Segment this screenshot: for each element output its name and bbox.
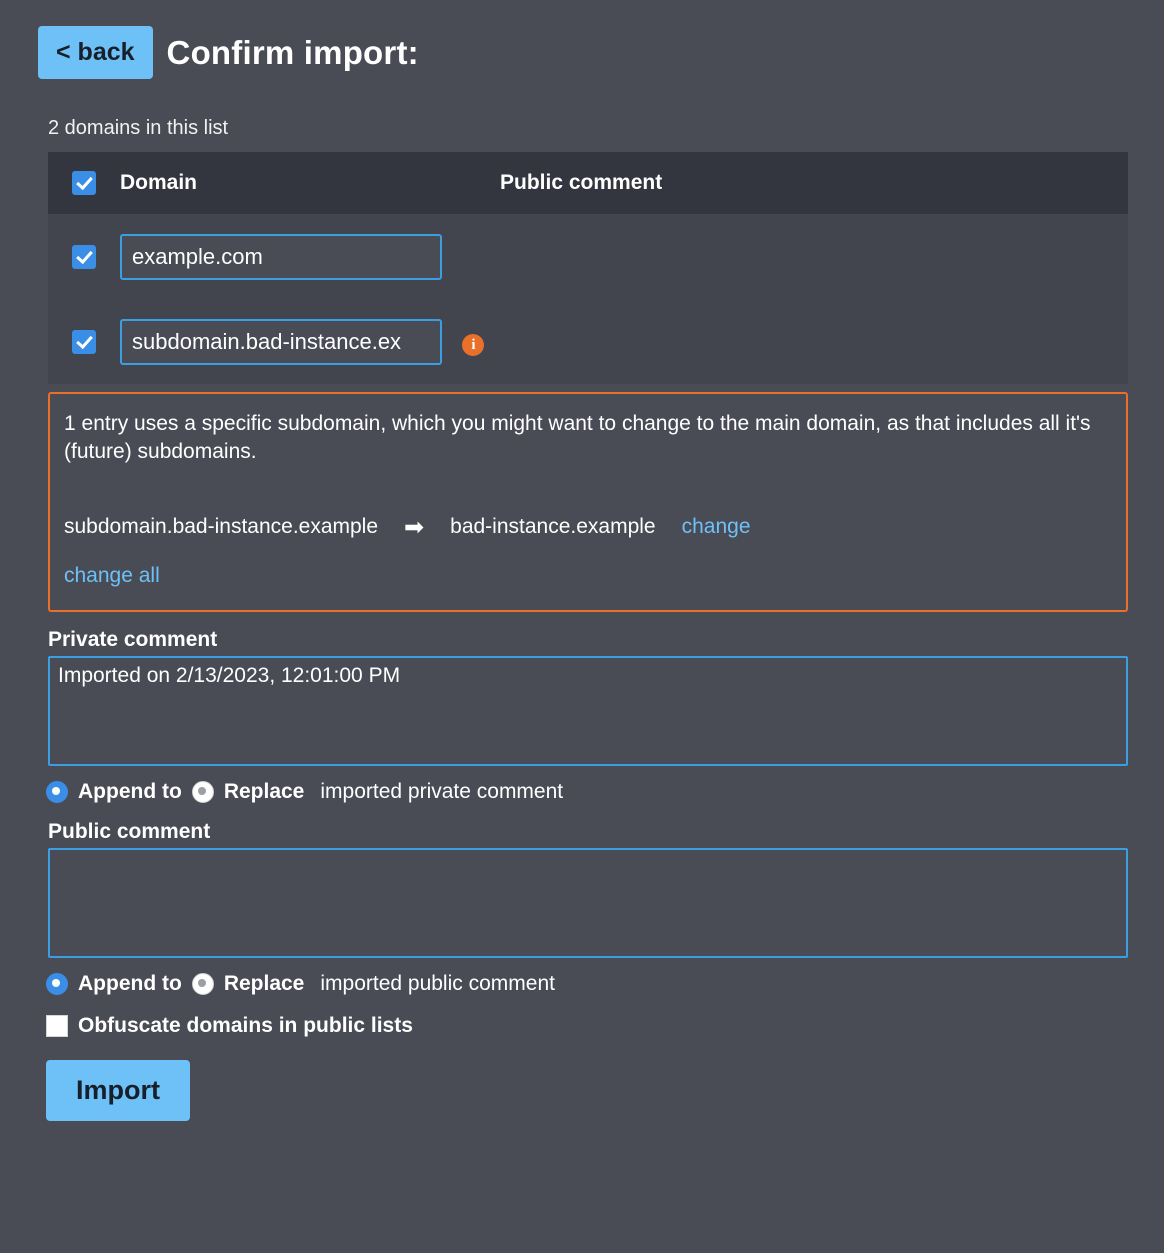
subdomain-warning-box bbox=[48, 392, 1128, 612]
private-comment-label: Private comment bbox=[48, 627, 218, 651]
private-mode-trailing-text: imported private comment bbox=[320, 779, 564, 803]
private-append-label: Append to bbox=[78, 779, 182, 803]
arrow-right-icon: ➡ bbox=[404, 513, 425, 541]
private-replace-label: Replace bbox=[223, 779, 305, 803]
public-comment-mode-group bbox=[46, 972, 1164, 996]
row-checkbox-cell bbox=[72, 330, 120, 354]
page-title: Confirm import: bbox=[166, 33, 419, 71]
public-replace-radio[interactable] bbox=[192, 973, 214, 995]
public-replace-label: Replace bbox=[223, 971, 305, 995]
domain-input-row-2[interactable] bbox=[120, 319, 442, 365]
obfuscate-label: Obfuscate domains in public lists bbox=[78, 1013, 413, 1037]
public-mode-trailing-text: imported public comment bbox=[320, 971, 555, 995]
row-checkbox-subdomain-bad-instance[interactable] bbox=[72, 330, 96, 354]
change-link[interactable]: change bbox=[681, 515, 751, 539]
row-checkbox-example-com[interactable] bbox=[72, 245, 96, 269]
domain-count-text: 2 domains in this list bbox=[48, 117, 229, 139]
public-comment-label: Public comment bbox=[48, 819, 211, 843]
info-icon[interactable]: i bbox=[462, 334, 484, 356]
column-header-domain: Domain bbox=[120, 171, 198, 194]
private-comment-textarea[interactable] bbox=[48, 656, 1128, 766]
public-comment-textarea[interactable] bbox=[48, 848, 1128, 958]
obfuscate-checkbox[interactable] bbox=[46, 1015, 68, 1037]
private-comment-mode-group bbox=[46, 780, 1164, 804]
import-button[interactable]: Import bbox=[46, 1060, 190, 1121]
column-header-public-comment: Public comment bbox=[500, 171, 663, 194]
change-all-link[interactable]: change all bbox=[64, 563, 160, 587]
table-row bbox=[48, 214, 1128, 299]
public-append-label: Append to bbox=[78, 971, 182, 995]
obfuscate-row bbox=[46, 1014, 1164, 1038]
private-append-radio[interactable] bbox=[46, 781, 68, 803]
back-button[interactable]: < back bbox=[38, 26, 153, 79]
select-all-checkbox-cell bbox=[72, 171, 120, 195]
mapping-from-domain: subdomain.bad-instance.example bbox=[64, 515, 379, 539]
row-domain-cell bbox=[120, 319, 500, 365]
warning-message: 1 entry uses a specific subdomain, which you might want to change to the main domain, as that includes all it's (future) subdomains. bbox=[64, 412, 1091, 464]
table-header-row bbox=[48, 152, 1128, 214]
import-domains-table bbox=[48, 152, 1128, 384]
domain-mapping-row bbox=[64, 513, 1108, 542]
domain-input-row-1[interactable] bbox=[120, 234, 442, 280]
header bbox=[0, 0, 1164, 79]
table-row bbox=[48, 299, 1128, 384]
mapping-to-domain: bad-instance.example bbox=[450, 515, 656, 539]
select-all-checkbox[interactable] bbox=[72, 171, 96, 195]
row-checkbox-cell bbox=[72, 245, 120, 269]
private-replace-radio[interactable] bbox=[192, 781, 214, 803]
public-append-radio[interactable] bbox=[46, 973, 68, 995]
row-domain-cell bbox=[120, 234, 500, 280]
